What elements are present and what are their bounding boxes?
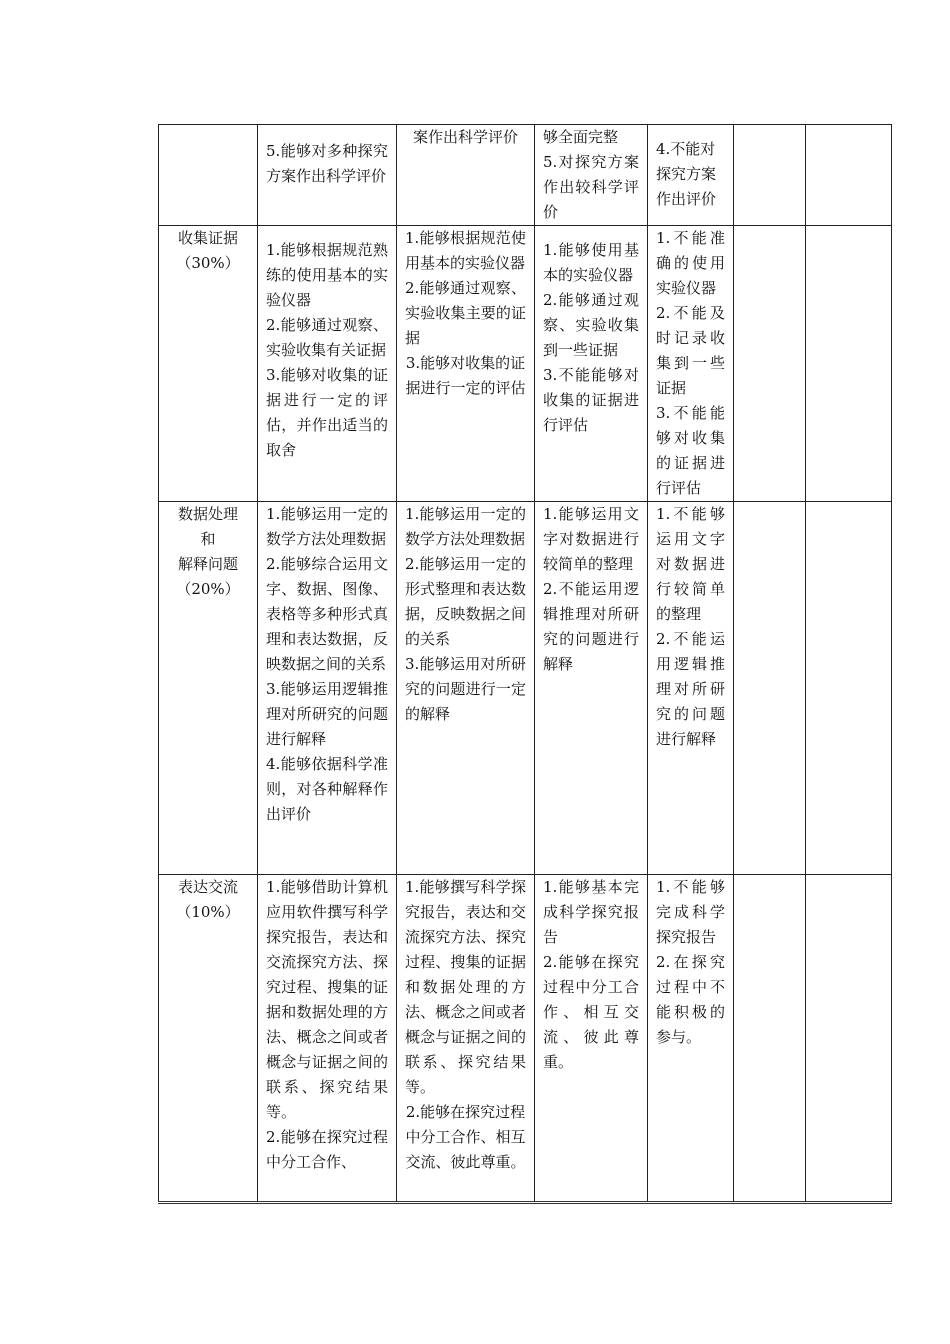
criterion-text: 3.能够运用对所研究的问题进行一定的解释 bbox=[405, 655, 526, 723]
table-row bbox=[159, 875, 892, 1203]
level-d-cell bbox=[648, 875, 734, 1203]
criterion-text: 1.能够运用一定的数学方法处理数据 bbox=[266, 505, 388, 548]
dimension-cell bbox=[159, 125, 258, 226]
dimension-cell bbox=[159, 502, 258, 875]
criterion-text: 5.能够对多种探究方案作出科学评价 bbox=[266, 142, 388, 185]
evaluation-rubric-table bbox=[158, 124, 892, 1204]
criterion-text: 4.能够依据科学准则，对各种解释作出评价 bbox=[266, 755, 388, 823]
table-row bbox=[159, 226, 892, 502]
criterion-text: 2.不能运用逻辑推理对所研究的问题进行解释 bbox=[543, 580, 639, 673]
criterion-text: 1.能够运用文字对数据进行较简单的整理 bbox=[543, 505, 639, 573]
criterion-text: 5.对探究方案作出较科学评价 bbox=[543, 153, 639, 221]
level-d-cell bbox=[648, 226, 734, 502]
criterion-text: 2.能够在探究过程中分工合作、相互交流、彼此尊重。 bbox=[543, 953, 639, 1071]
criterion-text: 2.能够综合运用文字、数据、图像、表格等多种形式真理和表达数据，反映数据之间的关系 bbox=[266, 555, 388, 673]
criterion-text: 2.能够运用一定的形式整理和表达数据，反映数据之间的关系 bbox=[405, 555, 526, 648]
criterion-text: 1.能够根据规范使用基本的实验仪器 bbox=[405, 229, 526, 272]
criterion-text: 2.能够在探究过程中分工合作、 bbox=[266, 1128, 388, 1171]
level-a-cell bbox=[258, 875, 397, 1203]
dimension-title: 收集证据 bbox=[177, 229, 238, 247]
criterion-text: 1.能够基本完成科学探究报告 bbox=[543, 878, 639, 946]
level-c-cell bbox=[535, 125, 648, 226]
level-d-cell bbox=[648, 502, 734, 875]
criterion-text: 1.能够运用一定的数学方法处理数据 bbox=[405, 505, 526, 548]
level-d-cell bbox=[648, 125, 734, 226]
criterion-text: 1.能够借助计算机应用软件撰写科学探究报告，表达和交流探究方法、探究过程、搜集的证据和数据处理的方法、概念之间或者概念与证据之间的联系、探究结果等。 bbox=[266, 878, 388, 1121]
criterion-text: 2.能够通过观察、实验收集到一些证据 bbox=[543, 291, 639, 359]
criterion-text: 案作出科学评价 bbox=[412, 128, 518, 146]
score-cell bbox=[806, 226, 892, 502]
criterion-text: 1.不能够运用文字对数据进行较简单的整理 bbox=[656, 505, 725, 623]
criterion-text: 3.能够对收集的证据进行一定的评估，并作出适当的取舍 bbox=[266, 366, 388, 459]
criterion-text: 3.能够对收集的证据进行一定的评估 bbox=[405, 354, 526, 397]
criterion-text: 1.能够撰写科学探究报告，表达和交流探究方法、探究过程、搜集的证据和数据处理的方法、概念之间或者概念与证据之间的联系、探究结果等。 bbox=[405, 878, 526, 1096]
table-row bbox=[159, 502, 892, 875]
criterion-text: 2.能够通过观察、实验收集主要的证据 bbox=[405, 279, 526, 347]
criterion-text: 1.能够根据规范熟练的使用基本的实验仪器 bbox=[266, 241, 388, 309]
level-a-cell bbox=[258, 226, 397, 502]
score-cell bbox=[806, 502, 892, 875]
criterion-text: 够全面完整 bbox=[543, 128, 619, 146]
criterion-text: 2.在探究过程中不能积极的参与。 bbox=[656, 953, 725, 1046]
level-c-cell bbox=[535, 502, 648, 875]
dimension-weight: （10%） bbox=[176, 903, 240, 921]
criterion-text: 2.能够通过观察、实验收集有关证据 bbox=[266, 316, 388, 359]
criterion-text: 3.能够运用逻辑推理对所研究的问题进行解释 bbox=[266, 680, 388, 748]
level-a-cell bbox=[258, 125, 397, 226]
criterion-text: 3.不能能够对收集的证据进行评估 bbox=[543, 366, 639, 434]
score-cell bbox=[734, 125, 806, 226]
criterion-text: 1.不能够完成科学探究报告 bbox=[656, 878, 725, 946]
table-row bbox=[159, 125, 892, 226]
dimension-cell bbox=[159, 875, 258, 1203]
criterion-text: 1.能够使用基本的实验仪器 bbox=[543, 241, 639, 284]
level-b-cell bbox=[397, 226, 535, 502]
dimension-title: 数据处理 bbox=[177, 505, 238, 523]
level-c-cell bbox=[535, 226, 648, 502]
dimension-title: 解释问题 bbox=[177, 555, 238, 573]
score-cell bbox=[806, 125, 892, 226]
criterion-text: 2.不能运用逻辑推理对所研究的问题进行解释 bbox=[656, 630, 725, 748]
level-a-cell bbox=[258, 502, 397, 875]
level-b-cell bbox=[397, 875, 535, 1203]
level-b-cell bbox=[397, 502, 535, 875]
score-cell bbox=[734, 226, 806, 502]
score-cell bbox=[734, 875, 806, 1203]
criterion-text: 2.能够在探究过程中分工合作、相互交流、彼此尊重。 bbox=[405, 1103, 526, 1171]
dimension-cell bbox=[159, 226, 258, 502]
level-b-cell bbox=[397, 125, 535, 226]
criterion-text: 3.不能能够对收集的证据进行评估 bbox=[656, 404, 725, 497]
score-cell bbox=[734, 502, 806, 875]
dimension-weight: （30%） bbox=[176, 254, 240, 272]
criterion-text: 2.不能及时记录收集到一些证据 bbox=[656, 304, 725, 397]
dimension-title: 表达交流 bbox=[177, 878, 238, 896]
level-c-cell bbox=[535, 875, 648, 1203]
dimension-title: 和 bbox=[200, 530, 216, 548]
score-cell bbox=[806, 875, 892, 1203]
criterion-text: 1.不能准确的使用实验仪器 bbox=[656, 229, 725, 297]
criterion-text: 4.不能对探究方案作出评价 bbox=[656, 140, 717, 208]
dimension-weight: （20%） bbox=[176, 580, 240, 598]
